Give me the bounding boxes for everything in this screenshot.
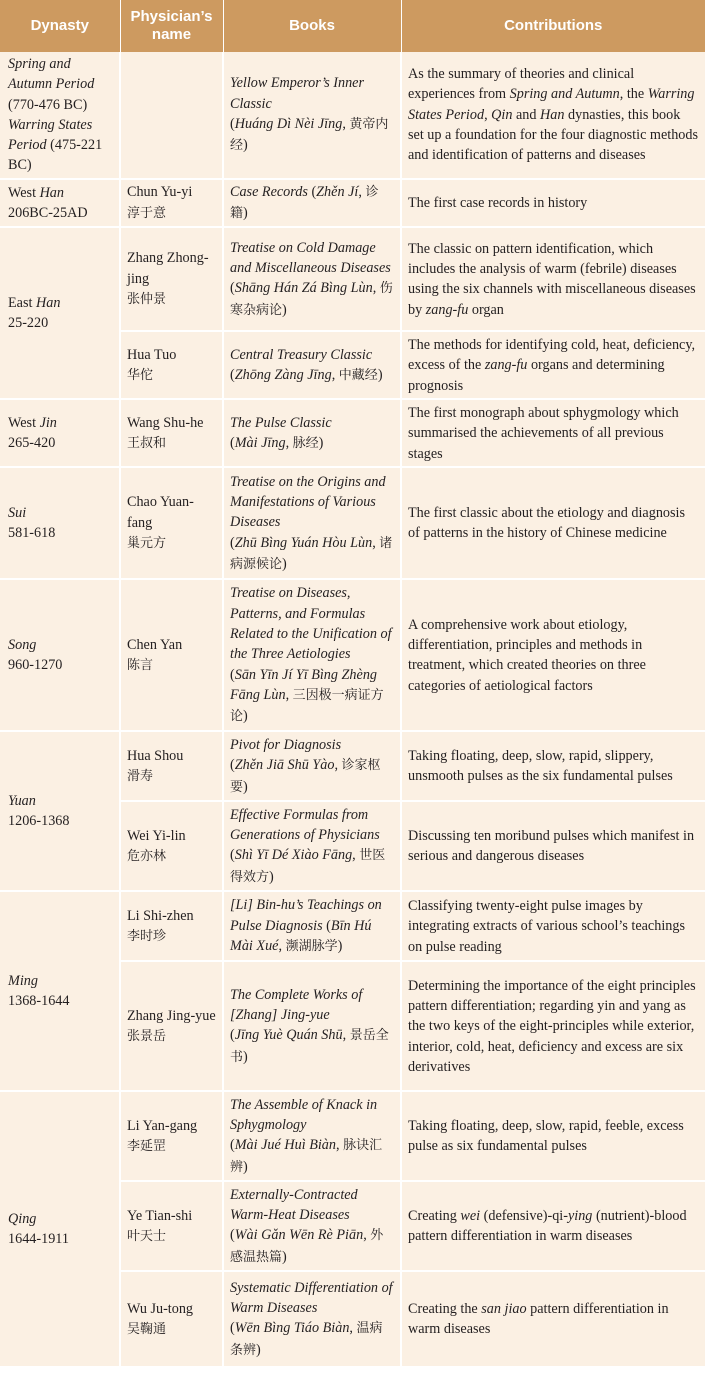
dynasty-cell: Qing 1644-1911 <box>0 1091 120 1367</box>
physician-cell: Li Shi-zhen 李时珍 <box>120 891 223 961</box>
header-contributions: Contributions <box>401 0 705 52</box>
physician-cell: Zhang Jing-yue 张景岳 <box>120 961 223 1091</box>
table-header <box>0 0 705 52</box>
physician-cell: Hua Tuo 华佗 <box>120 331 223 399</box>
book-cell: Central Treasury Classic (Zhōng Zàng Jīng, 中藏经) <box>223 331 401 399</box>
book-cell: Effective Formulas from Generations of Physicians (Shì Yī Dé Xiào Fāng, 世医得效方) <box>223 801 401 891</box>
physician-cell: Wu Ju-tong 吴鞠通 <box>120 1271 223 1367</box>
table-row <box>0 731 705 801</box>
header-books: Books <box>223 0 401 52</box>
contribution-cell: The first case records in history <box>401 179 705 228</box>
dynasty-cell: Song 960-1270 <box>0 579 120 731</box>
table-row <box>0 891 705 961</box>
table-row <box>0 467 705 579</box>
book-cell: Treatise on the Origins and Manifestations of Various Diseases (Zhū Bìng Yuán Hòu Lùn, 诸病源候论) <box>223 467 401 579</box>
book-cell: Yellow Emperor’s Inner Classic (Huáng Dì Nèi Jīng, 黄帝内经) <box>223 52 401 179</box>
physician-cell: Chen Yan 陈言 <box>120 579 223 731</box>
book-cell: Treatise on Cold Damage and Miscellaneous Diseases (Shāng Hán Zá Bìng Lùn, 伤寒杂病论) <box>223 227 401 331</box>
physician-cell: Chun Yu-yi 淳于意 <box>120 179 223 228</box>
dynasty-cell: Sui 581-618 <box>0 467 120 579</box>
table-row <box>0 179 705 228</box>
physician-cell: Chao Yuan-fang 巢元方 <box>120 467 223 579</box>
table-row <box>0 1091 705 1181</box>
contribution-cell: The classic on pattern identification, which includes the analysis of warm (febrile) diseases using the six channels with miscellaneous diseases by zang-fu organ <box>401 227 705 331</box>
physician-cell: Li Yan-gang 李延罡 <box>120 1091 223 1181</box>
book-cell: Pivot for Diagnosis (Zhěn Jiā Shū Yào, 诊家枢要) <box>223 731 401 801</box>
contribution-cell: Taking floating, deep, slow, rapid, feeble, excess pulse as six fundamental pulses <box>401 1091 705 1181</box>
book-cell: The Complete Works of [Zhang] Jing-yue (Jīng Yuè Quán Shū, 景岳全书) <box>223 961 401 1091</box>
contribution-cell: The first monograph about sphygmology which summarised the achievements of all previous stages <box>401 399 705 467</box>
dynasty-cell: West Jin 265-420 <box>0 399 120 467</box>
table-row <box>0 579 705 731</box>
book-cell: Case Records (Zhěn Jí, 诊籍) <box>223 179 401 228</box>
contribution-cell: Taking floating, deep, slow, rapid, slippery, unsmooth pulses as the six fundamental pulses <box>401 731 705 801</box>
physician-cell: Zhang Zhong-jing 张仲景 <box>120 227 223 331</box>
contribution-cell: Determining the importance of the eight principles pattern differentiation; regarding yin and yang as the two keys of the eight-principles while exterior, interior, cold, heat, deficiency and excess are six derivatives <box>401 961 705 1091</box>
dynasty-cell: Ming 1368-1644 <box>0 891 120 1091</box>
contribution-cell: Classifying twenty-eight pulse images by integrating extracts of various school’s teachings on pulse reading <box>401 891 705 961</box>
table-row <box>0 227 705 331</box>
contribution-cell: Creating wei (defensive)-qi-ying (nutrient)-blood pattern differentiation in warm diseases <box>401 1181 705 1271</box>
contribution-cell: The first classic about the etiology and diagnosis of patterns in the history of Chinese medicine <box>401 467 705 579</box>
physician-cell: Hua Shou 滑寿 <box>120 731 223 801</box>
book-cell: Externally-Contracted Warm-Heat Diseases (Wài Gǎn Wēn Rè Piān, 外感温热篇) <box>223 1181 401 1271</box>
book-cell: Systematic Differentiation of Warm Diseases (Wēn Bìng Tiáo Biàn, 温病条辨) <box>223 1271 401 1367</box>
dynasty-cell: Spring and Autumn Period (770-476 BC) Warring States Period (475-221 BC) <box>0 52 120 179</box>
dynasty-cell: Yuan 1206-1368 <box>0 731 120 891</box>
table-row <box>0 52 705 179</box>
contribution-cell: The methods for identifying cold, heat, deficiency, excess of the zang-fu organs and determining prognosis <box>401 331 705 399</box>
dynasty-cell: East Han 25-220 <box>0 227 120 399</box>
book-cell: The Assemble of Knack in Sphygmology (Mài Jué Huì Biàn, 脉诀汇辨) <box>223 1091 401 1181</box>
book-cell: Treatise on Diseases, Patterns, and Formulas Related to the Unification of the Three Aetiologies (Sān Yīn Jí Yī Bìng Zhèng Fāng Lùn, 三因极一病证方论) <box>223 579 401 731</box>
table-row <box>0 399 705 467</box>
header-dynasty: Dynasty <box>0 0 120 52</box>
contribution-cell: A comprehensive work about etiology, differentiation, principles and methods in treatment, which created theories on three categories of aetiological factors <box>401 579 705 731</box>
dynasty-cell: West Han 206BC-25AD <box>0 179 120 228</box>
book-cell: The Pulse Classic (Mài Jīng, 脉经) <box>223 399 401 467</box>
contribution-cell: As the summary of theories and clinical experiences from Spring and Autumn, the Warring States Period, Qin and Han dynasties, this book set up a foundation for the four diagnostic methods and identification of patterns and diseases <box>401 52 705 179</box>
physician-cell: Wei Yi-lin 危亦林 <box>120 801 223 891</box>
book-cell: [Li] Bin-hu’s Teachings on Pulse Diagnosis (Bīn Hú Mài Xué, 濒湖脉学) <box>223 891 401 961</box>
physician-cell: Wang Shu-he 王叔和 <box>120 399 223 467</box>
header-physician: Physician’s name <box>120 0 223 52</box>
contribution-cell: Discussing ten moribund pulses which manifest in serious and dangerous diseases <box>401 801 705 891</box>
physician-cell: Ye Tian-shi 叶天士 <box>120 1181 223 1271</box>
contribution-cell: Creating the san jiao pattern differentiation in warm diseases <box>401 1271 705 1367</box>
physician-cell <box>120 52 223 179</box>
